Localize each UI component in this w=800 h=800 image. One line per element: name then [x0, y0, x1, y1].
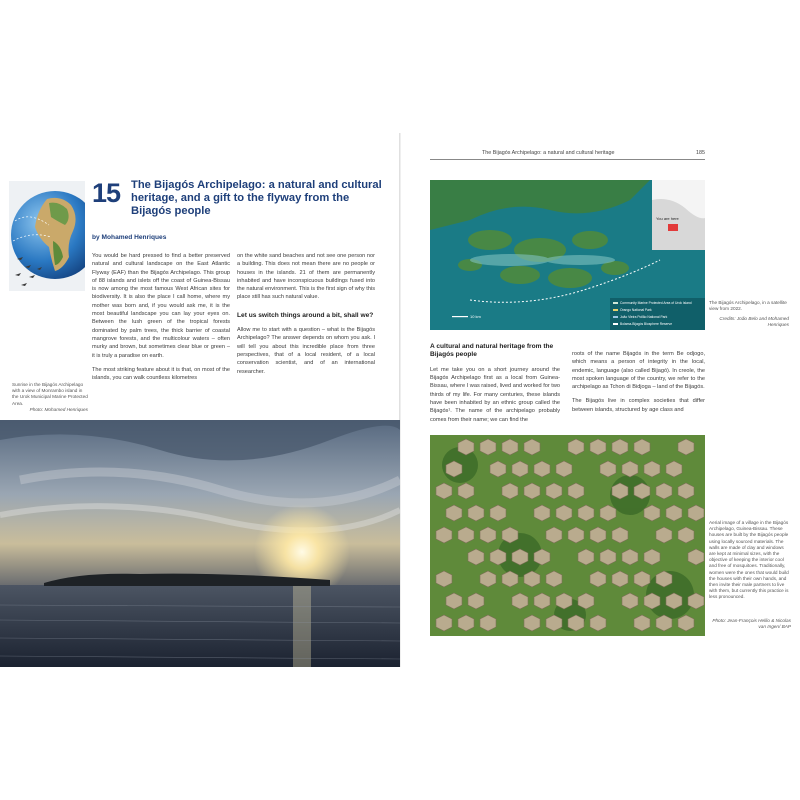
- village-caption: [709, 520, 791, 601]
- village-credit: [709, 618, 791, 630]
- section-subhead: A cultural and natural heritage from the Bijagós people: [430, 343, 554, 359]
- body-column-2: [237, 252, 375, 376]
- satellite-map: [430, 180, 705, 330]
- chapter-title: The Bijagós Archipelago: a natural and cultural heritage, and a gift to the flyway from the Bijagós people: [131, 179, 382, 218]
- globe-illustration: [9, 181, 85, 291]
- inset-label: You are here: [656, 216, 679, 221]
- paragraph: Let me take you on a short journey around the Bijagós Archipelago first as a local from Guinea-Bissau, where I was raised, lived and worked for two thirds of my life. For many centuries, these islands have been inhabited by an ethnic group called the Bijagós¹. The name of the archipelago probably comes from their name; we can find the: [430, 366, 560, 423]
- sunrise-photo: [0, 420, 400, 667]
- legend-swatch: [613, 309, 618, 311]
- paragraph: The Bijagós live in complex societies that differ between islands, structured by age class and: [572, 398, 705, 413]
- legend-swatch: [613, 316, 618, 318]
- paragraph: You would be hard pressed to find a better preserved natural and cultural landscape on the East Atlantic Flyway (EAF) than the Bijagós Archipelago. This group of 88 islands and islets off the coast of Guinea-Bissau is now among the most famous West African sites for biodiversity. It is also the place I call home, where my mother was born and, if you would ask me, it is the most beautiful landscape you can lay your eyes on. Between the lush green of the tropical forests dominated by palm trees, the thick barrier of coastal mangrove forests, and the multicolour waters – often murky and brown, but sometimes clear blue or green – it is truly a paradise on earth.: [92, 253, 230, 359]
- photo-credit: Photo: Jean-François Hellio & Nicolas van Ingen/ BAP: [712, 618, 791, 630]
- scale-label: 10 km: [470, 314, 481, 319]
- legend-item: Orango National Park: [620, 308, 652, 312]
- photo-credit: Photo: Mohamed Henriques: [29, 406, 88, 412]
- paragraph: Allow me to start with a question – what is the Bijagós Archipelago? The answer depends on whom you ask. I will tell you about this incredible place from three perspectives, that of a local resident, of a local conservation scientist, and of an international researcher.: [237, 327, 375, 375]
- caption-text: Sunrise in the Bijagós Archipelago with a view of Monrambo island in the Urok Municipal Marine Protected Area.: [12, 382, 88, 406]
- map-caption: [709, 300, 789, 312]
- body-column-4: [572, 350, 705, 414]
- running-head: [430, 150, 705, 160]
- section-subhead: Let us switch things around a bit, shall we?: [237, 311, 374, 319]
- author-line: by Mohamed Henriques: [92, 234, 167, 241]
- legend-item: Bolama-Bijagós Biosphere Reserve: [620, 322, 673, 326]
- photo-credit: Credits: João Belo and Mohamed Henriques: [719, 316, 789, 328]
- legend-item: Community Marine Protected Area of Urok Island: [620, 301, 692, 305]
- legend-swatch: [613, 323, 618, 325]
- chapter-number: 15: [92, 178, 121, 208]
- paragraph: on the white sand beaches and not see one person nor a building. This does not mean there are no people or houses in the islands. 21 of them are permanently inhabited and have inconspicuous buildings fused into the natural environment. This is the first sign of why this place still has such natural value.: [237, 253, 375, 301]
- photo-caption: [12, 382, 88, 413]
- map-credit: [709, 316, 789, 328]
- village-aerial-photo: [430, 435, 705, 636]
- caption-text: The Bijagós Archipelago, in a satellite view from 2022.: [709, 300, 787, 312]
- page-number: 185: [696, 150, 705, 156]
- legend-item: João Vieira Poilão National Park: [620, 315, 668, 319]
- caption-text: Aerial image of a village in the Bijagós Archipelago, Guinea-Bissau. These houses are built by the Bijagós people using locally sourced materials. The walls are made of clay and windows are kept at minimal sizes, with the objective of keeping the interior cool and free of mosquitoes. Traditionally, women were the ones that would build the houses with their own hands, and then invite their male partners to live with them, but currently this practice is less pronounced.: [709, 520, 789, 600]
- paragraph: The most striking feature about it is that, on most of the islands, you can walk countless kilometres: [92, 366, 230, 382]
- running-title: The Bijagós Archipelago: a natural and cultural heritage: [482, 150, 615, 156]
- legend-swatch: [613, 302, 618, 304]
- paragraph: roots of the name Bijagós in the term Be odjogo, which means a person of integrity in the local, endemic, language (also called Bijagó). In creole, the most spoken language of the country, we refer to the archipelago as Tchon di Bidjoga – land of the Bijagós.: [572, 351, 705, 391]
- body-column-1: [92, 252, 230, 382]
- body-column-3: [430, 343, 560, 424]
